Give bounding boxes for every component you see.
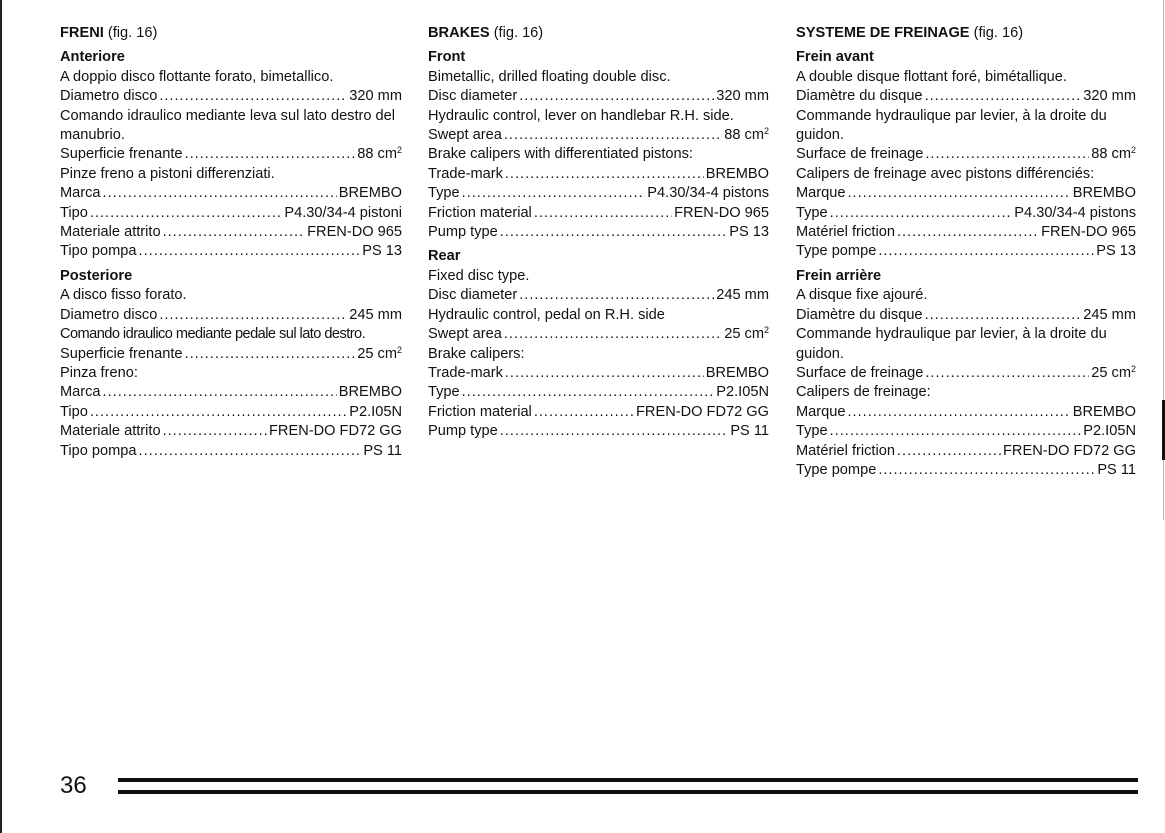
front-disc-row: [796, 87, 1136, 106]
spec-label: Friction material: [428, 204, 532, 221]
spec-label: Type: [796, 423, 828, 440]
rear-control: Hydraulic control, pedal on R.H. side: [428, 306, 665, 323]
spec-value: BREMBO: [705, 364, 769, 381]
rear-pump-row: [428, 422, 769, 441]
spec-value: PS 11: [730, 423, 769, 440]
spec-label: Tipo pompa: [60, 442, 137, 459]
front-calipers: Pinze freno a pistoni differenziati.: [60, 165, 275, 182]
front-type-row: [796, 204, 1136, 223]
spec-value: FREN-DO FD72 GG: [269, 423, 402, 440]
spec-label: Type pompe: [796, 243, 877, 260]
section-title: [796, 24, 1136, 43]
spec-label: Marca: [60, 185, 101, 202]
front-brand-row: [60, 184, 402, 203]
front-area-row: [428, 126, 769, 145]
rear-area-row: [60, 345, 402, 364]
spec-value: PS 13: [1096, 243, 1136, 260]
spec-label: Superficie frenante: [60, 146, 183, 163]
spec-label: Diamètre du disque: [796, 306, 923, 323]
spec-value: 320 mm: [716, 88, 769, 105]
rear-heading: Posteriore: [60, 267, 133, 284]
spec-value: 88 $cm^2$: [724, 126, 769, 144]
rear-type-row: [60, 403, 402, 422]
spec-label: Marca: [60, 384, 101, 401]
spec-label: Matériel friction: [796, 224, 895, 241]
front-pump-row: [796, 242, 1136, 261]
rear-calipers: Brake calipers:: [428, 345, 525, 362]
front-friction-row: [796, 223, 1136, 242]
front-calipers: Brake calipers with differentiated pistons:: [428, 146, 693, 163]
rear-friction-row: [428, 403, 769, 422]
spec-label: Type: [428, 384, 460, 401]
spec-value: 88 $cm^2$: [357, 145, 402, 163]
front-calipers: Calipers de freinage avec pistons différenciés:: [796, 165, 1095, 182]
spec-value: FREN-DO 965: [674, 204, 769, 221]
section-title-text: FRENI: [60, 25, 104, 41]
rear-type-row: [428, 383, 769, 402]
spec-value: FREN-DO 965: [307, 224, 402, 241]
rear-disc-row: [428, 286, 769, 305]
spec-label: Type: [796, 204, 828, 221]
spec-value: FREN-DO 965: [1041, 224, 1136, 241]
spec-value: BREMBO: [1072, 185, 1136, 202]
spec-label: Pump type: [428, 423, 498, 440]
rear-friction-row: [796, 442, 1136, 461]
spec-value: P4.30/34-4 pistons: [647, 185, 769, 202]
rear-pump-row: [60, 442, 402, 461]
spec-value: P2.I05N: [1083, 423, 1136, 440]
spec-label: Disc diameter: [428, 88, 518, 105]
front-pump-row: [428, 223, 769, 242]
rear-friction-row: [60, 422, 402, 441]
front-friction-row: [60, 223, 402, 242]
column-english: [428, 24, 769, 442]
section-title-text: SYSTEME DE FREINAGE: [796, 25, 970, 41]
footer-rule-top: [118, 778, 1138, 782]
front-disc-row: [428, 87, 769, 106]
spec-value: 25 $cm^2$: [724, 325, 769, 343]
front-type-row: [60, 204, 402, 223]
spec-value: PS 13: [362, 243, 402, 260]
rear-brand-row: [428, 364, 769, 383]
rear-description: Fixed disc type.: [428, 267, 530, 284]
spec-value: FREN-DO FD72 GG: [636, 403, 769, 420]
spec-label: Diametro disco: [60, 88, 158, 105]
section-title: [60, 24, 402, 43]
spec-value: PS 11: [363, 442, 402, 459]
spec-value: PS 11: [1097, 461, 1136, 478]
front-description: A doppio disco flottante forato, bimetallico.: [60, 68, 334, 85]
rear-disc-row: [796, 306, 1136, 325]
rear-disc-row: [60, 306, 402, 325]
rear-description: A disque fixe ajouré.: [796, 287, 928, 304]
spec-value: 245 mm: [349, 306, 402, 323]
front-brand-row: [428, 165, 769, 184]
front-description: Bimetallic, drilled floating double disc.: [428, 68, 671, 85]
spec-label: Marque: [796, 403, 846, 420]
front-heading: Anteriore: [60, 49, 125, 66]
rear-calipers: Pinza freno:: [60, 364, 138, 381]
spec-label: Tipo: [60, 403, 88, 420]
figure-ref: (fig. 16): [973, 25, 1024, 41]
spec-value: 88 $cm^2$: [1091, 145, 1136, 163]
spec-label: Type pompe: [796, 461, 877, 478]
spec-label: Tipo pompa: [60, 243, 137, 260]
figure-ref: (fig. 16): [107, 25, 158, 41]
rear-calipers: Calipers de freinage:: [796, 384, 931, 401]
rear-brand-row: [796, 403, 1136, 422]
column-italian: [60, 24, 402, 461]
section-title-text: BRAKES: [428, 25, 490, 41]
rear-brand-row: [60, 383, 402, 402]
spec-label: Pump type: [428, 224, 498, 241]
spec-value: BREMBO: [338, 185, 402, 202]
spec-value: BREMBO: [705, 165, 769, 182]
figure-ref: (fig. 16): [493, 25, 544, 41]
rear-type-row: [796, 422, 1136, 441]
spec-value: 320 mm: [349, 88, 402, 105]
spec-value: BREMBO: [1072, 403, 1136, 420]
spec-value: P4.30/34-4 pistoni: [284, 204, 402, 221]
rear-control: Comando idraulico mediante pedale sul lato destro.: [60, 326, 366, 343]
front-disc-row: [60, 87, 402, 106]
spec-value: P2.I05N: [349, 403, 402, 420]
page-left-edge: [0, 0, 2, 833]
rear-description: A disco fisso forato.: [60, 287, 187, 304]
spec-label: Marque: [796, 185, 846, 202]
spec-label: Surface de freinage: [796, 364, 924, 381]
rear-heading: Rear: [428, 248, 461, 265]
footer-rule-bottom: [118, 790, 1138, 794]
spec-label: Diamètre du disque: [796, 88, 923, 105]
front-area-row: [60, 145, 402, 164]
spec-value: 245 mm: [1083, 306, 1136, 323]
rear-area-row: [796, 364, 1136, 383]
spec-label: Superficie frenante: [60, 345, 183, 362]
section-title: [428, 24, 769, 43]
spec-label: Friction material: [428, 403, 532, 420]
front-pump-row: [60, 242, 402, 261]
front-control: Hydraulic control, lever on handlebar R.H. side.: [428, 107, 734, 124]
spec-label: Swept area: [428, 127, 502, 144]
spec-label: Materiale attrito: [60, 423, 161, 440]
spec-value: P4.30/34-4 pistons: [1014, 204, 1136, 221]
spec-label: Tipo: [60, 204, 88, 221]
spec-value: 25 $cm^2$: [1091, 363, 1136, 381]
spec-label: Trade-mark: [428, 364, 503, 381]
spec-value: BREMBO: [338, 384, 402, 401]
spec-label: Matériel friction: [796, 442, 895, 459]
page-number: 36: [60, 772, 87, 799]
front-control: Commande hydraulique par levier, à la droite du guidon.: [796, 107, 1107, 144]
front-heading: Frein avant: [796, 49, 874, 66]
column-french: [796, 24, 1136, 480]
front-friction-row: [428, 204, 769, 223]
spec-label: Surface de freinage: [796, 146, 924, 163]
spec-value: PS 13: [729, 224, 769, 241]
rear-pump-row: [796, 461, 1136, 480]
front-heading: Front: [428, 49, 466, 66]
spec-value: FREN-DO FD72 GG: [1003, 442, 1136, 459]
front-brand-row: [796, 184, 1136, 203]
front-description: A double disque flottant foré, bimétallique.: [796, 68, 1067, 85]
rear-heading: Frein arrière: [796, 267, 882, 284]
spec-label: Diametro disco: [60, 306, 158, 323]
rear-control: Commande hydraulique par levier, à la droite du guidon.: [796, 326, 1107, 362]
spec-value: P2.I05N: [716, 384, 769, 401]
spec-label: Swept area: [428, 326, 502, 343]
spec-value: 245 mm: [716, 287, 769, 304]
front-area-row: [796, 145, 1136, 164]
spec-label: Trade-mark: [428, 165, 503, 182]
front-control: Comando idraulico mediante leva sul lato destro del manubrio.: [60, 107, 396, 144]
front-type-row: [428, 184, 769, 203]
spec-label: Materiale attrito: [60, 224, 161, 241]
spec-label: Disc diameter: [428, 287, 518, 304]
spec-value: 320 mm: [1083, 88, 1136, 105]
spec-label: Type: [428, 185, 460, 202]
spec-value: 25 $cm^2$: [357, 344, 402, 362]
rear-area-row: [428, 325, 769, 344]
